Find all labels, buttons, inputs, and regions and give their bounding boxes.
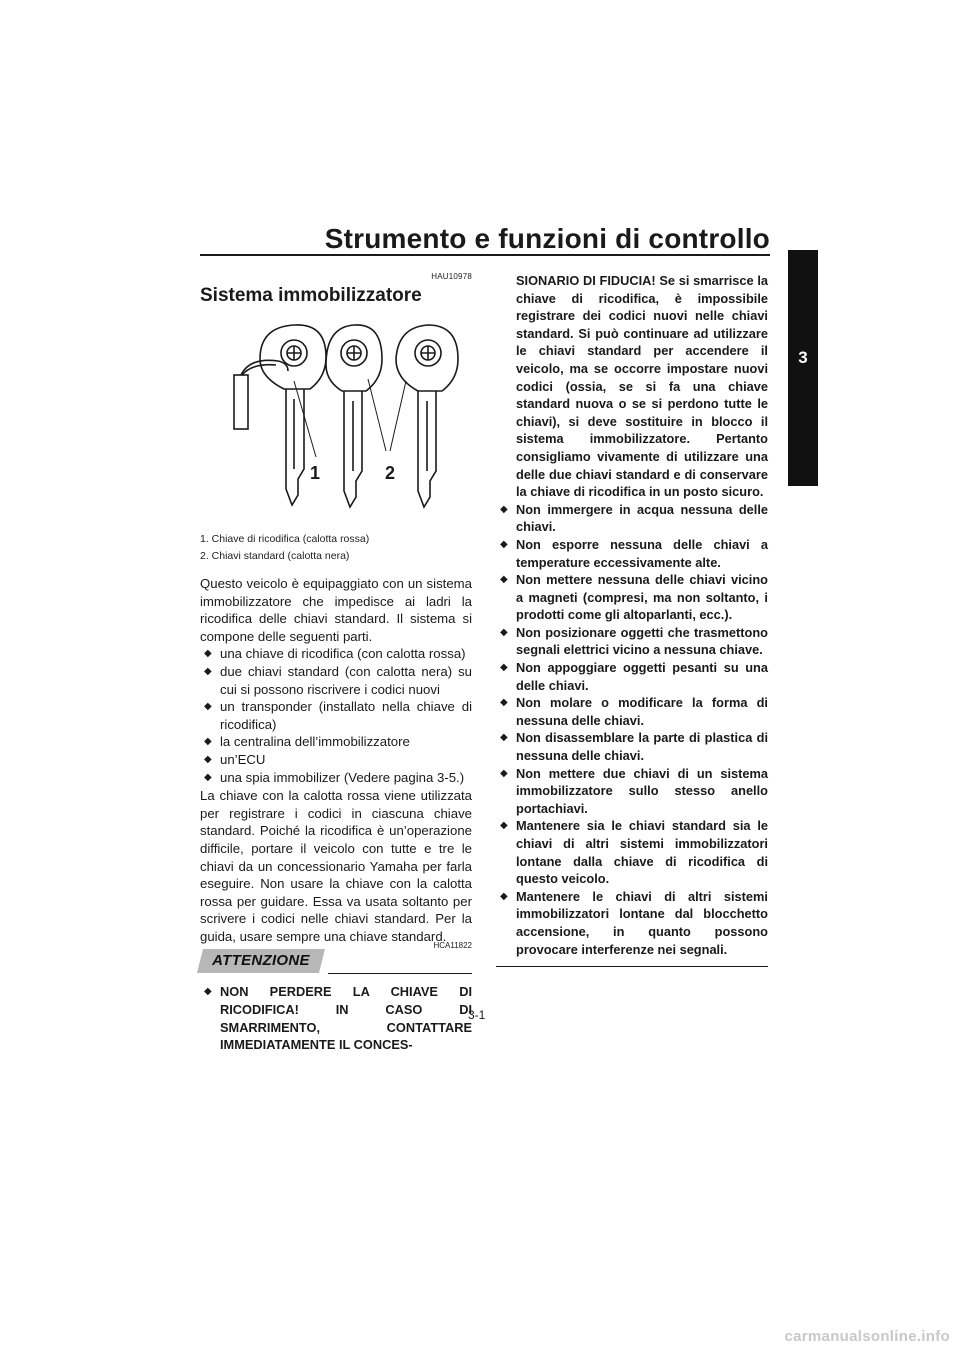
list-item: ◆ Non mettere due chiavi di un sistema immobilizzatore sullo stesso anello portachiavi. — [496, 765, 768, 818]
list-item: ◆ NON PERDERE LA CHIAVE DI RICODIFICA! IN CASO DI SMARRIMENTO, CONTATTARE IMMEDIATAMENTE IL CONCES- — [200, 983, 472, 1053]
attention-rule — [328, 973, 472, 974]
key-tag-icon — [234, 375, 248, 429]
chapter-tab — [788, 250, 818, 486]
attention-label: ATTENZIONE — [212, 952, 310, 970]
watermark: carmanualsonline.info — [784, 1328, 950, 1345]
keys-figure — [200, 319, 472, 529]
section-heading: Sistema immobilizzatore — [200, 285, 422, 306]
list-item: ◆ Mantenere sia le chiavi standard sia le chiavi di altri sistemi immobilizzatori lontane dalla chiave di ricodifica di questo veicolo. — [496, 817, 768, 887]
list-item: ◆ un’ECU — [200, 751, 472, 769]
list-item: ◆ Non immergere in acqua nessuna delle chiavi. — [496, 501, 768, 536]
intro-paragraph: Questo veicolo è equipaggiato con un sistema immobilizzatore che impedisce ai ladri la ricodifica delle chiavi standard. Il sistema si compone delle seguenti parti. — [200, 576, 472, 644]
page-title: Strumento e funzioni di controllo — [324, 223, 770, 254]
attention-list — [496, 501, 768, 958]
list-item: ◆ Non posizionare oggetti che trasmettono segnali elettrici vicino a nessuna chiave. — [496, 624, 768, 659]
left-column — [200, 272, 472, 1054]
chapter-number: 3 — [798, 348, 808, 367]
list-item: ◆ Non disassemblare la parte di plastica di nessuna delle chiavi. — [496, 729, 768, 764]
list-item: ◆ un transponder (installato nella chiave di ricodifica) — [200, 698, 472, 733]
attention-badge — [197, 949, 325, 973]
callout-2: 2 — [385, 463, 396, 483]
parts-list — [200, 645, 472, 786]
list-item: ◆ la centralina dell’immobilizzatore — [200, 733, 472, 751]
attention-first-item — [200, 983, 472, 1053]
recoding-paragraph: La chiave con la calotta rossa viene utilizzata per registrare i codici in ciascuna chiave standard. Poiché la ricodifica è un’operazione difficile, portare il veicolo con tutte e tre le chiavi da un concessionario Yamaha per farla eseguire. Non usare la chiave con la calotta rossa per guidare. Essa va usata soltanto per scrivere i codici nelle chiavi standard. Per la guida, usare sempre una chiave standard. — [200, 788, 472, 944]
title-rule — [200, 254, 770, 256]
callout-1: 1 — [310, 463, 321, 483]
list-item: ◆ Non esporre nessuna delle chiavi a temperature eccessivamente alte. — [496, 536, 768, 571]
page-number: 3-1 — [468, 1008, 486, 1022]
list-item: ◆ Non mettere nessuna delle chiavi vicino a magneti (compresi, ma non soltanto, i prodotti come gli altoparlanti, ecc.). — [496, 571, 768, 624]
right-column — [496, 272, 768, 967]
recoding-key-icon — [260, 325, 326, 389]
list-item: ◆ Non appoggiare oggetti pesanti su una delle chiavi. — [496, 659, 768, 694]
attention-code: HCA11822 — [433, 941, 472, 951]
attention-first-item-continued: SIONARIO DI FIDUCIA! Se si smarrisce la chiave di ricodifica, è impossibile registrare dei codici nuovi nelle chiavi standard. Si può continuare ad utilizzare le chiavi standard per accendere il veicolo, ma se occorre impostare nuovi codici (ossia, se si fa una chiave standard nuova o se si perdono tutte le chiavi), si deve sostituire in blocco il sistema immobilizzatore. Pertanto consigliamo vivamente di utilizzare una delle due chiavi standard e di conservare la chiave di ricodifica in un posto sicuro. — [516, 273, 768, 500]
list-item: ◆ Mantenere le chiavi di altri sistemi immobilizzatori lontane dal blocchetto accensione, in quanto possono provocare interferenze nei segnali. — [496, 888, 768, 958]
figure-caption-1: 1. Chiave di ricodifica (calotta rossa) — [200, 533, 370, 545]
list-item: ◆ due chiavi standard (con calotta nera) su cui si possono riscrivere i codici nuovi — [200, 663, 472, 698]
list-item: ◆ Non molare o modificare la forma di nessuna delle chiavi. — [496, 694, 768, 729]
attention-end-rule — [496, 966, 768, 967]
standard-key-icon — [396, 325, 458, 391]
attention-header — [200, 941, 472, 975]
section-code: HAU10978 — [431, 272, 472, 281]
figure-caption-2: 2. Chiavi standard (calotta nera) — [200, 550, 350, 562]
list-item: ◆ una spia immobilizer (Vedere pagina 3-5.) — [200, 769, 472, 787]
list-item: ◆ una chiave di ricodifica (con calotta rossa) — [200, 645, 472, 663]
keys-illustration — [230, 319, 470, 529]
